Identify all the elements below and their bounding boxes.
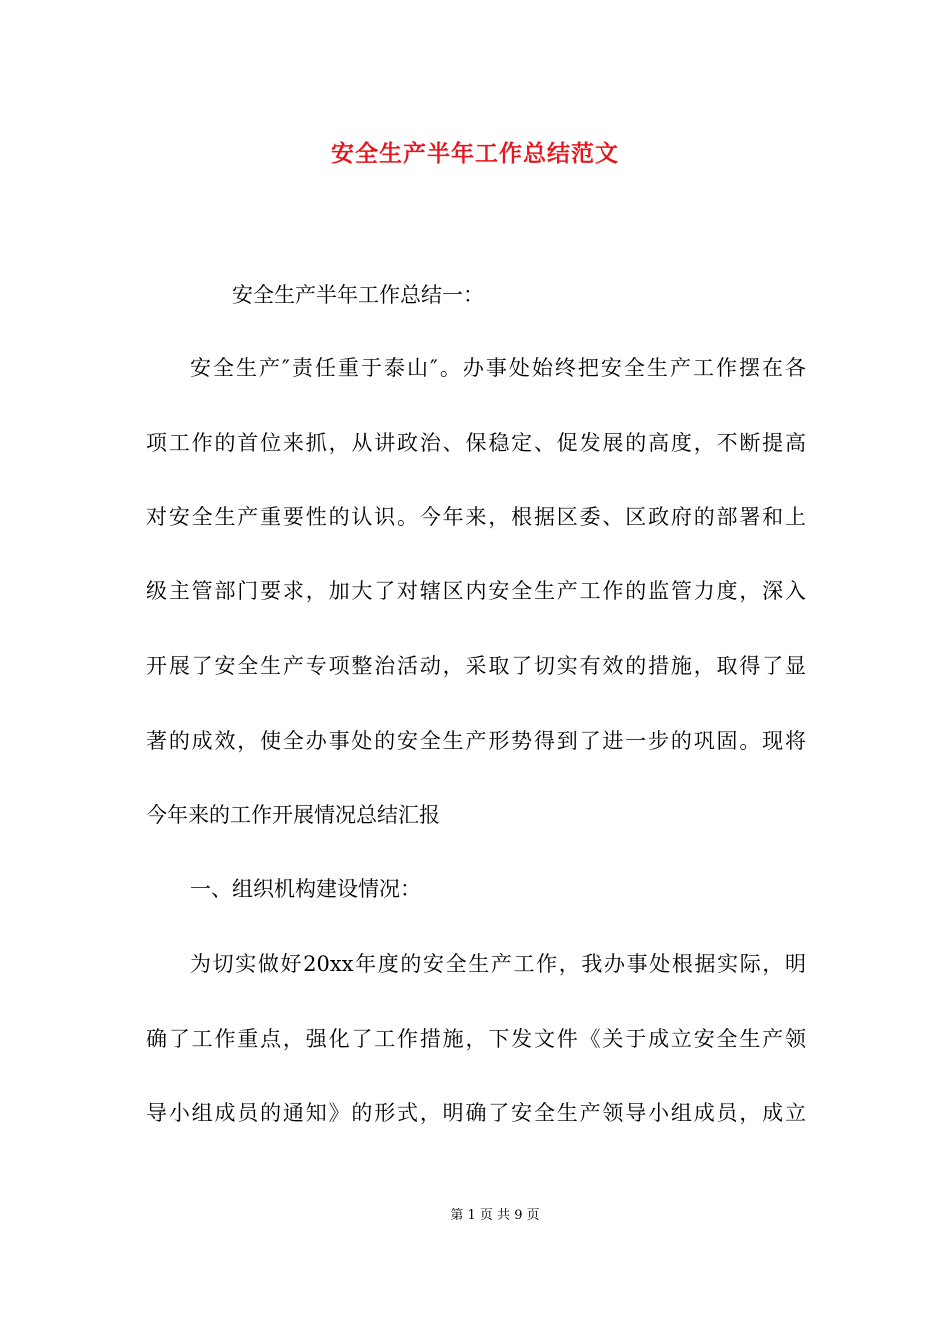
paragraph-line: 对安全生产重要性的认识。今年来，根据区委、区政府的部署和上 bbox=[146, 505, 806, 529]
paragraph-line: 今年来的工作开展情况总结汇报 bbox=[146, 803, 440, 827]
paragraph-line: 导小组成员的通知》的形式，明确了安全生产领导小组成员，成立 bbox=[146, 1101, 806, 1125]
paragraph-line: 安全生产″责任重于泰山″。办事处始终把安全生产工作摆在各 bbox=[190, 356, 806, 380]
section-heading-summary-one: 安全生产半年工作总结一： bbox=[232, 283, 484, 307]
section-heading-organization: 一、组织机构建设情况： bbox=[190, 877, 421, 901]
paragraph-line: 项工作的首位来抓，从讲政治、保稳定、促发展的高度，不断提高 bbox=[146, 431, 806, 455]
paragraph-line: 级主管部门要求，加大了对辖区内安全生产工作的监管力度，深入 bbox=[146, 579, 806, 603]
page-number-footer: 第 1 页 共 9 页 bbox=[450, 1208, 540, 1223]
paragraph-line: 为切实做好20xx年度的安全生产工作，我办事处根据实际，明 bbox=[190, 952, 806, 976]
paragraph-line: 著的成效，使全办事处的安全生产形势得到了进一步的巩固。现将 bbox=[146, 729, 806, 753]
document-title: 安全生产半年工作总结范文 bbox=[331, 141, 619, 167]
paragraph-line: 开展了安全生产专项整治活动，采取了切实有效的措施，取得了显 bbox=[146, 654, 806, 678]
paragraph-line: 确了工作重点，强化了工作措施，下发文件《关于成立安全生产领 bbox=[146, 1027, 806, 1051]
